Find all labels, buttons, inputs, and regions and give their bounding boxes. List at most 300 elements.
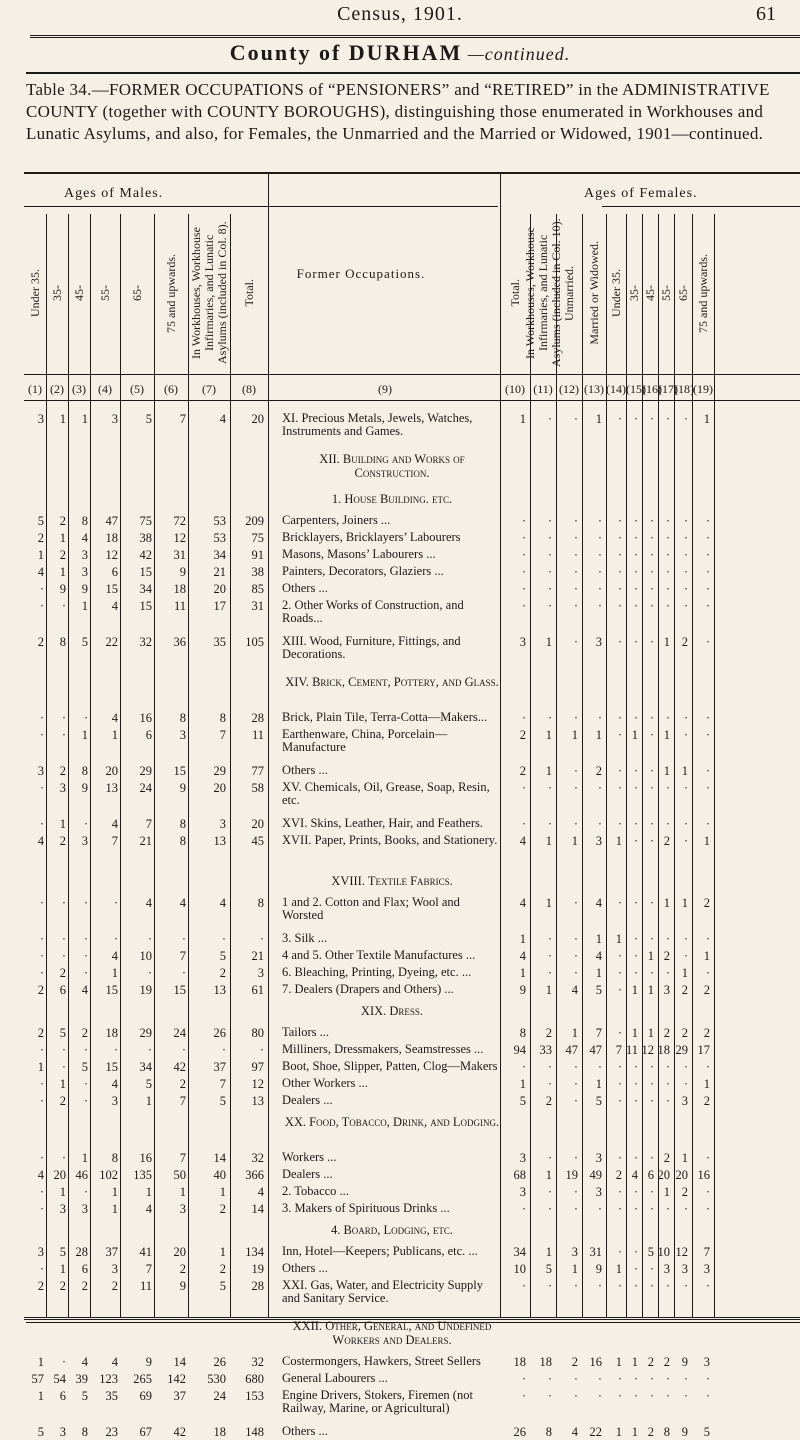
female-cell: · (633, 1060, 638, 1074)
female-cell: 2 (595, 764, 602, 778)
female-cell: 1 (519, 412, 526, 426)
male-cell: · (259, 932, 264, 946)
males-group-heading: Ages of Males. (64, 186, 164, 201)
male-cell: 3 (59, 1202, 66, 1216)
female-cell: · (705, 932, 710, 946)
female-cell: 2 (663, 1355, 670, 1369)
female-cell: · (649, 548, 654, 562)
male-cell: 26 (213, 1026, 226, 1040)
female-cell: · (649, 1060, 654, 1074)
male-cell: · (83, 896, 88, 910)
male-cell: 19 (139, 983, 152, 997)
female-cell: 31 (589, 1245, 602, 1259)
female-cell: 8 (519, 1026, 526, 1040)
occupation-label: XI. Precious Metals, Jewels, Watches, Instruments and Games. (282, 411, 473, 438)
male-cell: 8 (219, 711, 226, 725)
female-cell: 10 (513, 1262, 526, 1276)
female-cell: · (617, 1202, 622, 1216)
occupation-label: Dealers ... (282, 1167, 333, 1181)
female-cell: · (683, 1389, 688, 1403)
male-cell: 680 (245, 1372, 264, 1386)
female-cell: 7 (703, 1245, 710, 1259)
male-cell: 9 (81, 781, 88, 795)
female-cell: 3 (595, 834, 602, 848)
male-cell: · (39, 932, 44, 946)
female-cell: · (683, 949, 688, 963)
female-cell: · (573, 711, 578, 725)
female-cell: · (705, 1389, 710, 1403)
female-cell: · (573, 896, 578, 910)
occupation-label: Workers ... (282, 1150, 337, 1164)
female-cell: 6 (647, 1168, 654, 1182)
female-cell: · (547, 949, 552, 963)
female-cell: 2 (545, 1026, 552, 1040)
female-cell: · (705, 966, 710, 980)
column-number: (15) (626, 382, 646, 396)
female-cell: · (633, 412, 638, 426)
male-cell: 3 (179, 1202, 186, 1216)
female-cell: · (617, 548, 622, 562)
female-cell: · (633, 514, 638, 528)
female-cell: · (649, 1389, 654, 1403)
female-cell: 1 (571, 834, 578, 848)
male-cell: 15 (105, 582, 118, 596)
female-cell: · (573, 514, 578, 528)
male-cell: 58 (251, 781, 264, 795)
female-cell: 3 (703, 1262, 710, 1276)
male-cell: · (39, 949, 44, 963)
female-cell: 3 (595, 1151, 602, 1165)
male-cell: 2 (179, 1262, 186, 1276)
male-cell: 1 (81, 1151, 88, 1165)
female-cell: · (617, 514, 622, 528)
male-cell: · (113, 932, 118, 946)
male-cell: 53 (213, 531, 226, 545)
male-cell: 14 (173, 1355, 186, 1369)
female-cell: · (573, 582, 578, 596)
female-cell: · (649, 514, 654, 528)
male-cell: 3 (59, 781, 66, 795)
column-number: (9) (378, 382, 392, 396)
female-cell: · (649, 834, 654, 848)
female-cell: 1 (631, 1026, 638, 1040)
male-cell: 20 (213, 582, 226, 596)
male-cell: 4 (81, 983, 88, 997)
male-cell: 3 (111, 1262, 118, 1276)
female-cell: 1 (545, 834, 552, 848)
column-heading-text: Under 35. (608, 269, 623, 317)
column-heading-f35 (626, 214, 642, 372)
female-cell: · (633, 635, 638, 649)
column-heading-a45 (68, 214, 90, 372)
column-heading-married (582, 214, 606, 372)
section-heading: XVIII. Textile Fabrics. (331, 874, 453, 888)
male-cell: 7 (145, 817, 152, 831)
column-number: (14) (606, 382, 626, 396)
female-cell: · (705, 817, 710, 831)
male-cell: 3 (81, 1202, 88, 1216)
occupation-label: General Labourers ... (282, 1371, 388, 1385)
male-cell: 6 (111, 565, 118, 579)
female-cell: · (547, 1185, 552, 1199)
female-cell: · (617, 412, 622, 426)
male-cell: 2 (37, 1026, 44, 1040)
female-cell: 1 (545, 1168, 552, 1182)
female-cell: · (633, 548, 638, 562)
female-cell: · (573, 1279, 578, 1293)
male-cell: 6 (59, 983, 66, 997)
occupation-label: XVI. Skins, Leather, Hair, and Feathers. (282, 816, 484, 830)
male-cell: 37 (105, 1245, 118, 1259)
male-cell: 9 (179, 1279, 186, 1293)
male-cell: · (61, 896, 66, 910)
female-cell: 1 (595, 728, 602, 742)
female-cell: · (665, 711, 670, 725)
male-cell: 7 (145, 1262, 152, 1276)
female-cell: · (633, 896, 638, 910)
male-cell: 54 (53, 1372, 66, 1386)
male-cell: 16 (139, 711, 152, 725)
male-cell: 3 (111, 412, 118, 426)
female-cell: · (633, 1151, 638, 1165)
female-cell: · (683, 711, 688, 725)
female-cell: · (705, 764, 710, 778)
female-cell: · (665, 531, 670, 545)
male-cell: 12 (105, 548, 118, 562)
female-cell: · (705, 514, 710, 528)
male-cell: 2 (219, 1262, 226, 1276)
female-cell: 1 (703, 834, 710, 848)
male-cell: · (61, 599, 66, 613)
female-cell: · (683, 1202, 688, 1216)
header-rule-2 (26, 72, 800, 74)
column-number: (7) (202, 382, 216, 396)
column-rule (268, 174, 269, 1317)
male-cell: 1 (179, 1185, 186, 1199)
female-cell: 1 (663, 764, 670, 778)
male-cell: 1 (59, 1077, 66, 1091)
male-cell: 3 (81, 565, 88, 579)
occupation-label: Other Workers ... (282, 1076, 368, 1090)
female-cell: 1 (519, 1077, 526, 1091)
male-cell: · (61, 949, 66, 963)
female-cell: · (665, 1060, 670, 1074)
female-cell: · (547, 548, 552, 562)
female-cell: · (649, 711, 654, 725)
female-cell: 1 (615, 834, 622, 848)
female-cell: 5 (703, 1425, 710, 1439)
male-cell: 8 (179, 834, 186, 848)
column-heading-f-workhouses (522, 214, 563, 372)
male-cell: 40 (213, 1168, 226, 1182)
male-cell: 4 (257, 1185, 264, 1199)
column-heading-a35 (46, 214, 68, 372)
male-cell: 5 (37, 514, 44, 528)
male-cell: · (83, 1094, 88, 1108)
column-heading-text: Total. (241, 279, 256, 307)
male-cell: · (39, 781, 44, 795)
male-cell: 75 (139, 514, 152, 528)
male-cell: 8 (81, 514, 88, 528)
male-cell: · (39, 1202, 44, 1216)
male-cell: 57 (31, 1372, 44, 1386)
male-cell: 32 (251, 1355, 264, 1369)
female-cell: 1 (703, 949, 710, 963)
male-cell: 2 (37, 983, 44, 997)
female-cell: · (633, 966, 638, 980)
male-cell: 4 (219, 412, 226, 426)
male-cell: 2 (219, 966, 226, 980)
female-cell: · (649, 1279, 654, 1293)
female-cell: 16 (697, 1168, 710, 1182)
column-rule (642, 214, 643, 1317)
male-cell: 28 (251, 1279, 264, 1293)
male-cell: 7 (179, 949, 186, 963)
female-cell: · (665, 781, 670, 795)
female-cell: · (665, 565, 670, 579)
male-cell: 4 (145, 1202, 152, 1216)
female-cell: · (633, 1245, 638, 1259)
male-cell: 5 (219, 949, 226, 963)
female-cell: 16 (589, 1355, 602, 1369)
county-name: County of DURHAM (229, 40, 463, 65)
male-cell: 7 (219, 1077, 226, 1091)
female-cell: 22 (589, 1425, 602, 1439)
column-rule (674, 214, 675, 1317)
male-cell: 135 (133, 1168, 152, 1182)
females-group-heading: Ages of Females. (584, 186, 698, 201)
female-cell: · (547, 1372, 552, 1386)
column-heading-under35 (24, 214, 46, 372)
male-cell: 265 (133, 1372, 152, 1386)
column-number: (4) (98, 382, 112, 396)
male-cell: 35 (105, 1389, 118, 1403)
female-cell: · (547, 599, 552, 613)
male-cell: 45 (251, 834, 264, 848)
column-rule (46, 214, 47, 1317)
female-cell: · (649, 412, 654, 426)
female-cell: · (573, 949, 578, 963)
female-cell: · (649, 1151, 654, 1165)
female-cell: 4 (571, 983, 578, 997)
occupation-label: Costermongers, Hawkers, Street Sellers (282, 1354, 481, 1368)
male-cell: 1 (59, 412, 66, 426)
female-cell: · (547, 1389, 552, 1403)
occupation-label: Boot, Shoe, Slipper, Patten, Clog—Makers (282, 1059, 498, 1073)
female-cell: 1 (545, 896, 552, 910)
male-cell: 69 (139, 1389, 152, 1403)
occupation-label: Brick, Plain Tile, Terra-Cotta—Makers... (282, 710, 488, 724)
male-cell: 77 (251, 764, 264, 778)
male-cell: 37 (213, 1060, 226, 1074)
female-cell: 7 (615, 1043, 622, 1057)
female-cell: · (597, 599, 602, 613)
column-numbers (24, 380, 800, 400)
section-heading: XIV. Brick, Cement, Pottery, and Glass. (285, 675, 499, 689)
column-heading-text: 55- (658, 285, 673, 301)
male-cell: 123 (99, 1372, 118, 1386)
female-cell: 3 (663, 983, 670, 997)
male-cell: 20 (213, 781, 226, 795)
column-rule (582, 214, 583, 1317)
male-cell: 3 (219, 817, 226, 831)
column-heading-text: In Workhouses, Workhouse Infirmaries, and Lunatic Asylums (included in Col. 8). (188, 221, 229, 365)
female-cell: · (573, 817, 578, 831)
female-cell: 1 (681, 896, 688, 910)
male-cell: 5 (81, 1389, 88, 1403)
male-cell: 13 (105, 781, 118, 795)
male-cell: · (61, 711, 66, 725)
female-cell: · (597, 817, 602, 831)
female-cell: 1 (663, 635, 670, 649)
female-cell: 1 (647, 1026, 654, 1040)
female-cell: · (665, 1094, 670, 1108)
occupation-label: Others ... (282, 581, 328, 595)
female-cell: · (521, 531, 526, 545)
male-cell: · (83, 1185, 88, 1199)
female-cell: · (665, 817, 670, 831)
male-cell: 1 (37, 1060, 44, 1074)
occupation-label: Others ... (282, 1424, 328, 1438)
female-cell: 2 (703, 896, 710, 910)
male-cell: 4 (111, 949, 118, 963)
male-cell: · (83, 932, 88, 946)
female-cell: · (521, 1202, 526, 1216)
male-cell: 3 (37, 412, 44, 426)
male-cell: · (39, 966, 44, 980)
male-cell: 4 (111, 1077, 118, 1091)
male-cell: 31 (173, 548, 186, 562)
male-cell: 209 (245, 514, 264, 528)
female-cell: · (547, 1202, 552, 1216)
female-cell: · (597, 1389, 602, 1403)
male-cell: 2 (111, 1279, 118, 1293)
male-cell: 9 (179, 565, 186, 579)
female-cell: · (665, 1372, 670, 1386)
female-cell: 3 (703, 1355, 710, 1369)
female-cell: · (573, 599, 578, 613)
male-cell: 1 (59, 1262, 66, 1276)
column-number: (5) (130, 382, 144, 396)
male-cell: · (39, 1077, 44, 1091)
occupation-label: Others ... (282, 1261, 328, 1275)
female-cell: · (597, 781, 602, 795)
male-cell: 21 (213, 565, 226, 579)
female-cell: 2 (681, 1026, 688, 1040)
male-cell: 67 (139, 1425, 152, 1439)
male-cell: 4 (37, 1168, 44, 1182)
male-cell: 1 (219, 1185, 226, 1199)
female-cell: · (683, 582, 688, 596)
male-cell: 46 (75, 1168, 88, 1182)
column-heading-workhouses (188, 214, 230, 372)
female-cell: · (665, 1389, 670, 1403)
male-cell: 14 (251, 1202, 264, 1216)
male-cell: 8 (179, 817, 186, 831)
male-cell: · (83, 711, 88, 725)
female-cell: · (705, 531, 710, 545)
occupation-label: 3. Silk ... (282, 931, 328, 945)
female-cell: · (547, 565, 552, 579)
column-heading-f55 (658, 214, 674, 372)
female-cell: 4 (519, 834, 526, 848)
column-heading-a65 (120, 214, 154, 372)
male-cell: 3 (111, 1094, 118, 1108)
female-cell: · (521, 1060, 526, 1074)
female-cell: · (705, 1060, 710, 1074)
male-cell: 35 (213, 635, 226, 649)
female-cell: · (665, 412, 670, 426)
female-cell: · (597, 531, 602, 545)
male-cell: 5 (37, 1425, 44, 1439)
male-cell: 11 (139, 1279, 152, 1293)
female-cell: 2 (703, 983, 710, 997)
female-cell: 47 (565, 1043, 578, 1057)
column-heading-unmarried (556, 214, 582, 372)
male-cell: 38 (139, 531, 152, 545)
female-cell: · (617, 635, 622, 649)
female-cell: · (649, 781, 654, 795)
male-cell: 18 (173, 582, 186, 596)
male-cell: 39 (75, 1372, 88, 1386)
heading-rule (24, 374, 800, 375)
male-cell: · (39, 1151, 44, 1165)
female-cell: 33 (539, 1043, 552, 1057)
column-heading-text: 45- (71, 285, 86, 301)
male-cell: 18 (105, 1026, 118, 1040)
male-cell: 10 (139, 949, 152, 963)
male-cell: 2 (59, 1094, 66, 1108)
column-heading-text: Total. (507, 279, 522, 307)
female-cell: 1 (571, 1026, 578, 1040)
male-cell: 8 (111, 1151, 118, 1165)
female-cell: · (649, 728, 654, 742)
female-cell: · (573, 781, 578, 795)
female-cell: · (547, 1060, 552, 1074)
female-cell: · (521, 1279, 526, 1293)
female-cell: 2 (663, 1026, 670, 1040)
column-number: (2) (50, 382, 64, 396)
male-cell: 7 (179, 1151, 186, 1165)
male-cell: 5 (81, 635, 88, 649)
column-rule (90, 214, 91, 1317)
county-suffix: —continued. (467, 44, 571, 64)
female-cell: · (649, 565, 654, 579)
male-cell: 9 (145, 1355, 152, 1369)
female-cell: · (649, 1185, 654, 1199)
occupation-label: 1 and 2. Cotton and Flax; Wool and Worsted (282, 895, 460, 922)
column-number: (6) (164, 382, 178, 396)
male-cell: 1 (145, 1185, 152, 1199)
column-number: (8) (242, 382, 256, 396)
female-cell: · (665, 514, 670, 528)
occupation-label: XIII. Wood, Furniture, Fittings, and Decorations. (282, 634, 461, 661)
male-cell: · (39, 1185, 44, 1199)
female-cell: · (521, 1372, 526, 1386)
column-number: (19) (693, 382, 713, 396)
female-cell: 3 (663, 1262, 670, 1276)
female-cell: 3 (595, 1185, 602, 1199)
male-cell: 3 (81, 548, 88, 562)
occupation-label: Painters, Decorators, Glaziers ... (282, 564, 444, 578)
male-cell: · (61, 1151, 66, 1165)
female-cell: · (705, 1372, 710, 1386)
female-cell: · (633, 764, 638, 778)
male-cell: 2 (81, 1026, 88, 1040)
column-rule (556, 214, 557, 1317)
female-cell: · (547, 1077, 552, 1091)
female-cell: · (633, 1185, 638, 1199)
